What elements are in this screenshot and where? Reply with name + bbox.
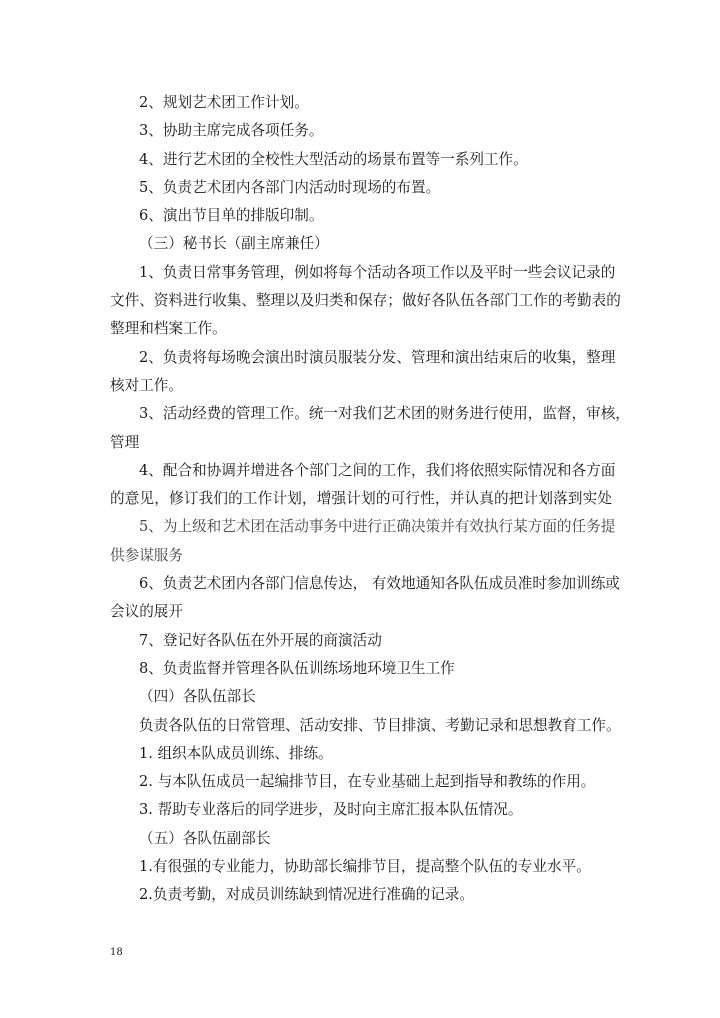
text-line: 4、进行艺术团的全校性大型活动的场景布置等一系列工作。 — [139, 150, 528, 168]
section-heading: （五）各队伍副部长 — [139, 829, 271, 847]
text-line: 负责各队伍的日常管理、活动安排、节目排演、考勤记录和思想教育工作。 — [139, 716, 621, 734]
text-line: 5、负责艺术团内各部门内活动时现场的布置。 — [139, 178, 441, 196]
text-line: 8、负责监督并管理各队伍训练场地环境卫生工作 — [139, 659, 455, 677]
text-line: 7、登记好各队伍在外开展的商演活动 — [139, 631, 382, 649]
text-line: 4、配合和协调并增进各个部门之间的工作，我们将依照实际情况和各方面 — [139, 461, 616, 479]
text-line: 2. 与本队伍成员一起编排节目，在专业基础上起到指导和教练的作用。 — [139, 773, 596, 791]
text-line: 文件、资料进行收集、整理以及归类和保存；做好各队伍各部门工作的考勤表的 — [110, 292, 621, 310]
text-line: 的意见，修订我们的工作计划，增强计划的可行性，并认真的把计划落到实处 — [110, 490, 612, 508]
section-heading: （四）各队伍部长 — [139, 688, 256, 706]
text-line: 管理 — [110, 433, 140, 451]
text-line: 3、活动经费的管理工作。统一对我们艺术团的财务进行使用，监督，审核， — [139, 405, 630, 423]
text-line: 2、负责将每场晚会演出时演员服装分发、管理和演出结束后的收集，整理 — [139, 348, 616, 366]
document-body — [110, 89, 630, 910]
section-heading: （三）秘书长（副主席兼任） — [139, 235, 329, 253]
text-line: 2、规划艺术团工作计划。 — [139, 94, 309, 111]
text-line: 3、协助主席完成各项任务。 — [139, 122, 324, 140]
text-line: 1、负责日常事务管理，例如将每个活动各项工作以及平时一些会议记录的 — [139, 263, 616, 281]
text-line: 1. 组织本队成员训练、排练。 — [139, 744, 333, 762]
text-line: 供参谋服务 — [110, 546, 183, 564]
text-line: 6、负责艺术团内各部门信息传达， 有效地通知各队伍成员准时参加训练或 — [139, 575, 620, 593]
text-line: 1.有很强的专业能力，协助部长编排节目，提高整个队伍的专业水平。 — [139, 858, 591, 876]
text-line: 核对工作。 — [110, 376, 183, 394]
text-line: 2.负责考勤，对成员训练缺到情况进行准确的记录。 — [139, 886, 474, 904]
text-line: 5、为上级和艺术团在活动事务中进行正确决策并有效执行某方面的任务提 — [139, 518, 616, 536]
text-line: 3. 帮助专业落后的同学进步，及时向主席汇报本队伍情况。 — [139, 801, 523, 819]
page-number: 18 — [110, 947, 123, 958]
text-line: 整理和档案工作。 — [110, 320, 227, 338]
text-line: 会议的展开 — [110, 603, 183, 621]
text-line: 6、演出节目单的排版印制。 — [139, 207, 324, 225]
